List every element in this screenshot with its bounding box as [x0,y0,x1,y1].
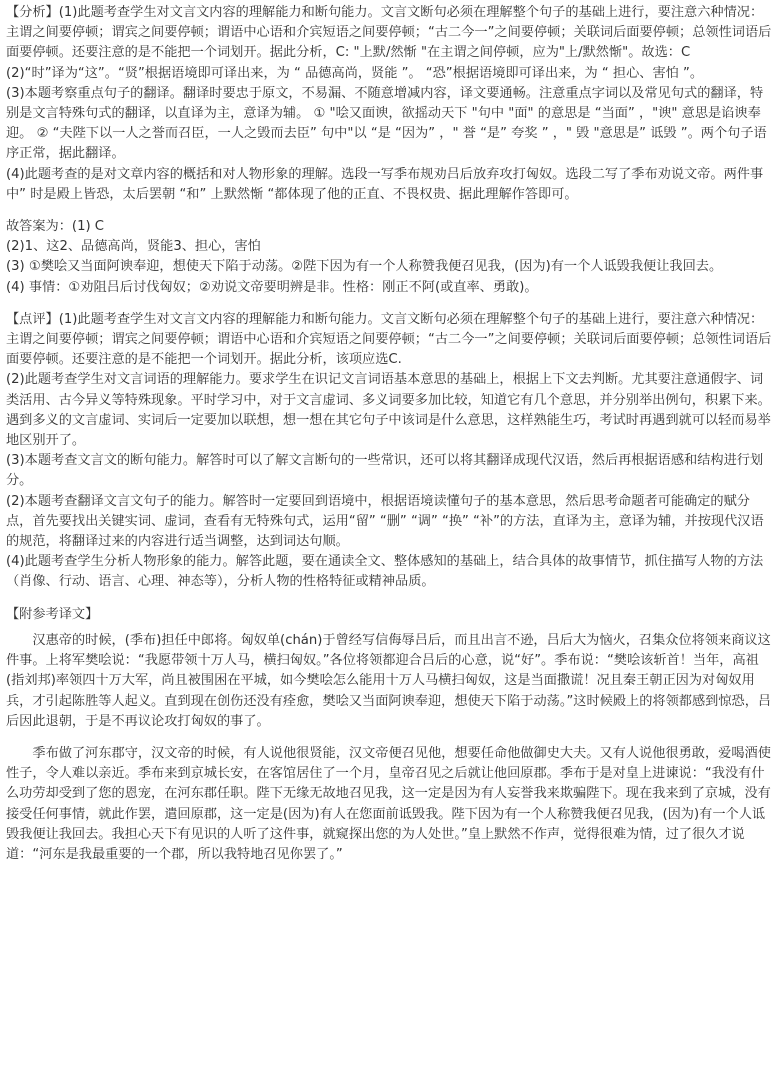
analysis-paragraph-4: (4)此题考查的是对文章内容的概括和对人物形象的理解。选段一写季布规劝吕后放弃攻打匈奴。选段二写了季布劝说文帝。两件事中” 时是殿上皆恐，太后罢朝 “和” 上默然惭 “都体现了他的正直、不畏权贵、据此理解作答即可。 [6,166,764,202]
analysis-paragraph-2: (2)“时”译为“这”。“贤”根据语境即可译出来，为 “ 品德高尚，贤能 ”。 “恐”根据语境即可译出来，为 “ 担心、害怕 ”。 [6,65,704,81]
analysis-section [6,3,772,205]
comment-paragraph-3: (3)本题考查文言文的断句能力。解答时可以了解文言断句的一些常识，还可以将其翻译成现代汉语，然后再根据语感和结构进行划分。 [6,453,764,489]
translation-heading: 【附参考译文】 [6,606,99,622]
answer-line-2: (2)1、这2、品德高尚，贤能3、担心，害怕 [6,239,261,255]
comment-paragraph-5: (4)此题考查学生分析人物形象的能力。解答此题，要在通读全文、整体感知的基础上，结合具体的故事情节，抓住描写人物的方法（肖像、行动、语言、心理、神态等），分析人物的性格特征或精神品质。 [6,554,764,590]
answer-line-4: (4) 事情：①劝阻吕后讨伐匈奴；②劝说文帝要明辨是非。性格：刚正不阿(或直率、勇敢)。 [6,279,538,295]
answer-explanation-document [6,3,772,877]
analysis-paragraph-1: 【分析】(1)此题考查学生对文言文内容的理解能力和断句能力。文言文断句必须在理解整个句子的基础上进行，要注意六种情况：主谓之间要停顿；谓宾之间要停顿；谓语中心语和介宾短语之间要停顿；“古二今一”之间要停顿；关联词后面要停顿；总领性词语后面要停顿。还要注意的是不能把一个词划开。据此分析，C: "上默/然惭 "在主谓之间停顿，应为"上/默然惭"。故选：C [6,5,772,61]
answer-line-3: (3) ①樊哙又当面阿谀奉迎，想使天下陷于动荡。②陛下因为有一个人称赞我便召见我，(因为)有一个人诋毁我便让我回去。 [6,259,723,275]
translation-section [6,605,772,865]
comment-paragraph-4: (2)本题考查翻译文言文句子的能力。解答时一定要回到语境中，根据语境读懂句子的基本意思，然后思考命题者可能确定的赋分点，首先要找出关键实词、虚词，查看有无特殊句式，运用“留” “删” “调” “换” “补”的方法，直译为主，意译为辅，并按现代汉语的规范，将翻译过来的内容进行适当调整，达到词达句顺。 [6,493,764,550]
comment-paragraph-2: (2)此题考查学生对文言词语的理解能力。要求学生在识记文言词语基本意思的基础上，根据上下文去判断。尤其要注意通假字、词类活用、古今异义等特殊现象。平时学习中，对于文言虚词、多义词要多加比较，知道它有几个意思，并分别举出例句，积累下来。遇到多义的文言虚词、实词后一定要加以联想，想一想在其它句子中该词是什么意思，这样熟能生巧，考试时再遇到就可以轻而易举地区别开了。 [6,372,771,449]
comment-paragraph-1: 【点评】(1)此题考查学生对文言文内容的理解能力和断句能力。文言文断句必须在理解整个句子的基础上进行，要注意六种情况：主谓之间要停顿；谓宾之间要停顿；谓语中心语和介宾短语之间要停顿；“古二今一”之间要停顿；关联词后面要停顿；总领性词语后面要停顿。还要注意的是不能把一个词划开。据此分析，该项应选C. [6,311,772,368]
analysis-paragraph-3: (3)本题考察重点句子的翻译。翻译时要忠于原文，不易漏、不随意增减内容，译文要通畅。注意重点字词以及常见句式的翻译，特别是文言特殊句式的翻译，以直译为主，意译为辅。 ① "哙又面谀，欲摇动天下 "句中 "面" 的意思是 “当面” ，"谀" 意思是谄谀奉迎。 ② “夫陛下以一人之誉而召臣，一人之毁而去臣” 句中"以 “是 “因为” ，" 誉 “是” 夸奖 ” ，" 毁 "意思是” 诋毁 ”。两个句子语序正常，据此翻译。 [6,85,767,162]
comment-section [6,310,772,593]
answer-section [6,217,772,298]
translation-paragraph-2: 季布做了河东郡守，汉文帝的时候，有人说他很贤能，汉文帝便召见他，想要任命他做御史大夫。又有人说他很勇敢，爱喝酒使性子，令人难以亲近。季布来到京城长安，在客馆居住了一个月，皇帝召见之后就让他回原郡。季布于是对皇上进谏说：“我没有什么功劳却受到了您的恩宠，在河东郡任职。陛下无缘无故地召见我，这一定是因为有人妄誉我来欺骗陛下。现在我来到了京城，没有接受任何事情，就此作罢，遣回原郡，这一定是(因为)有人在您面前诋毁我。陛下因为有一个人称赞我便召见我，(因为)有一个人诋毁我便让我回去。我担心天下有见识的人听了这件事，就窥探出您的为人处世。”皇上默然不作声，觉得很难为情，过了很久才说道：“河东是我最重要的一个郡，所以我特地召见你罢了。” [6,745,771,862]
translation-paragraph-1: 汉惠帝的时候，(季布)担任中郎将。匈奴单(chán)于曾经写信侮辱吕后，而且出言不逊，吕后大为恼火，召集众位将领来商议这件事。上将军樊哙说：“我愿带领十万人马，横扫匈奴。”各位将领都迎合吕后的心意，说“好”。季布说：“樊哙该斩首！当年，高祖(指刘邦)率领四十万大军，尚且被围困在平城，如今樊哙怎么能用十万人马横扫匈奴，这是当面撒谎！况且秦王朝正因为对匈奴用兵，才引起陈胜等人起义。直到现在创伤还没有痊愈，樊哙又当面阿谀奉迎，想使天下陷于动荡。”这时候殿上的将领都感到惊恐，吕后因此退朝，于是不再议论攻打匈奴的事了。 [6,632,772,729]
answer-line-1: 故答案为：(1) C [6,219,105,235]
